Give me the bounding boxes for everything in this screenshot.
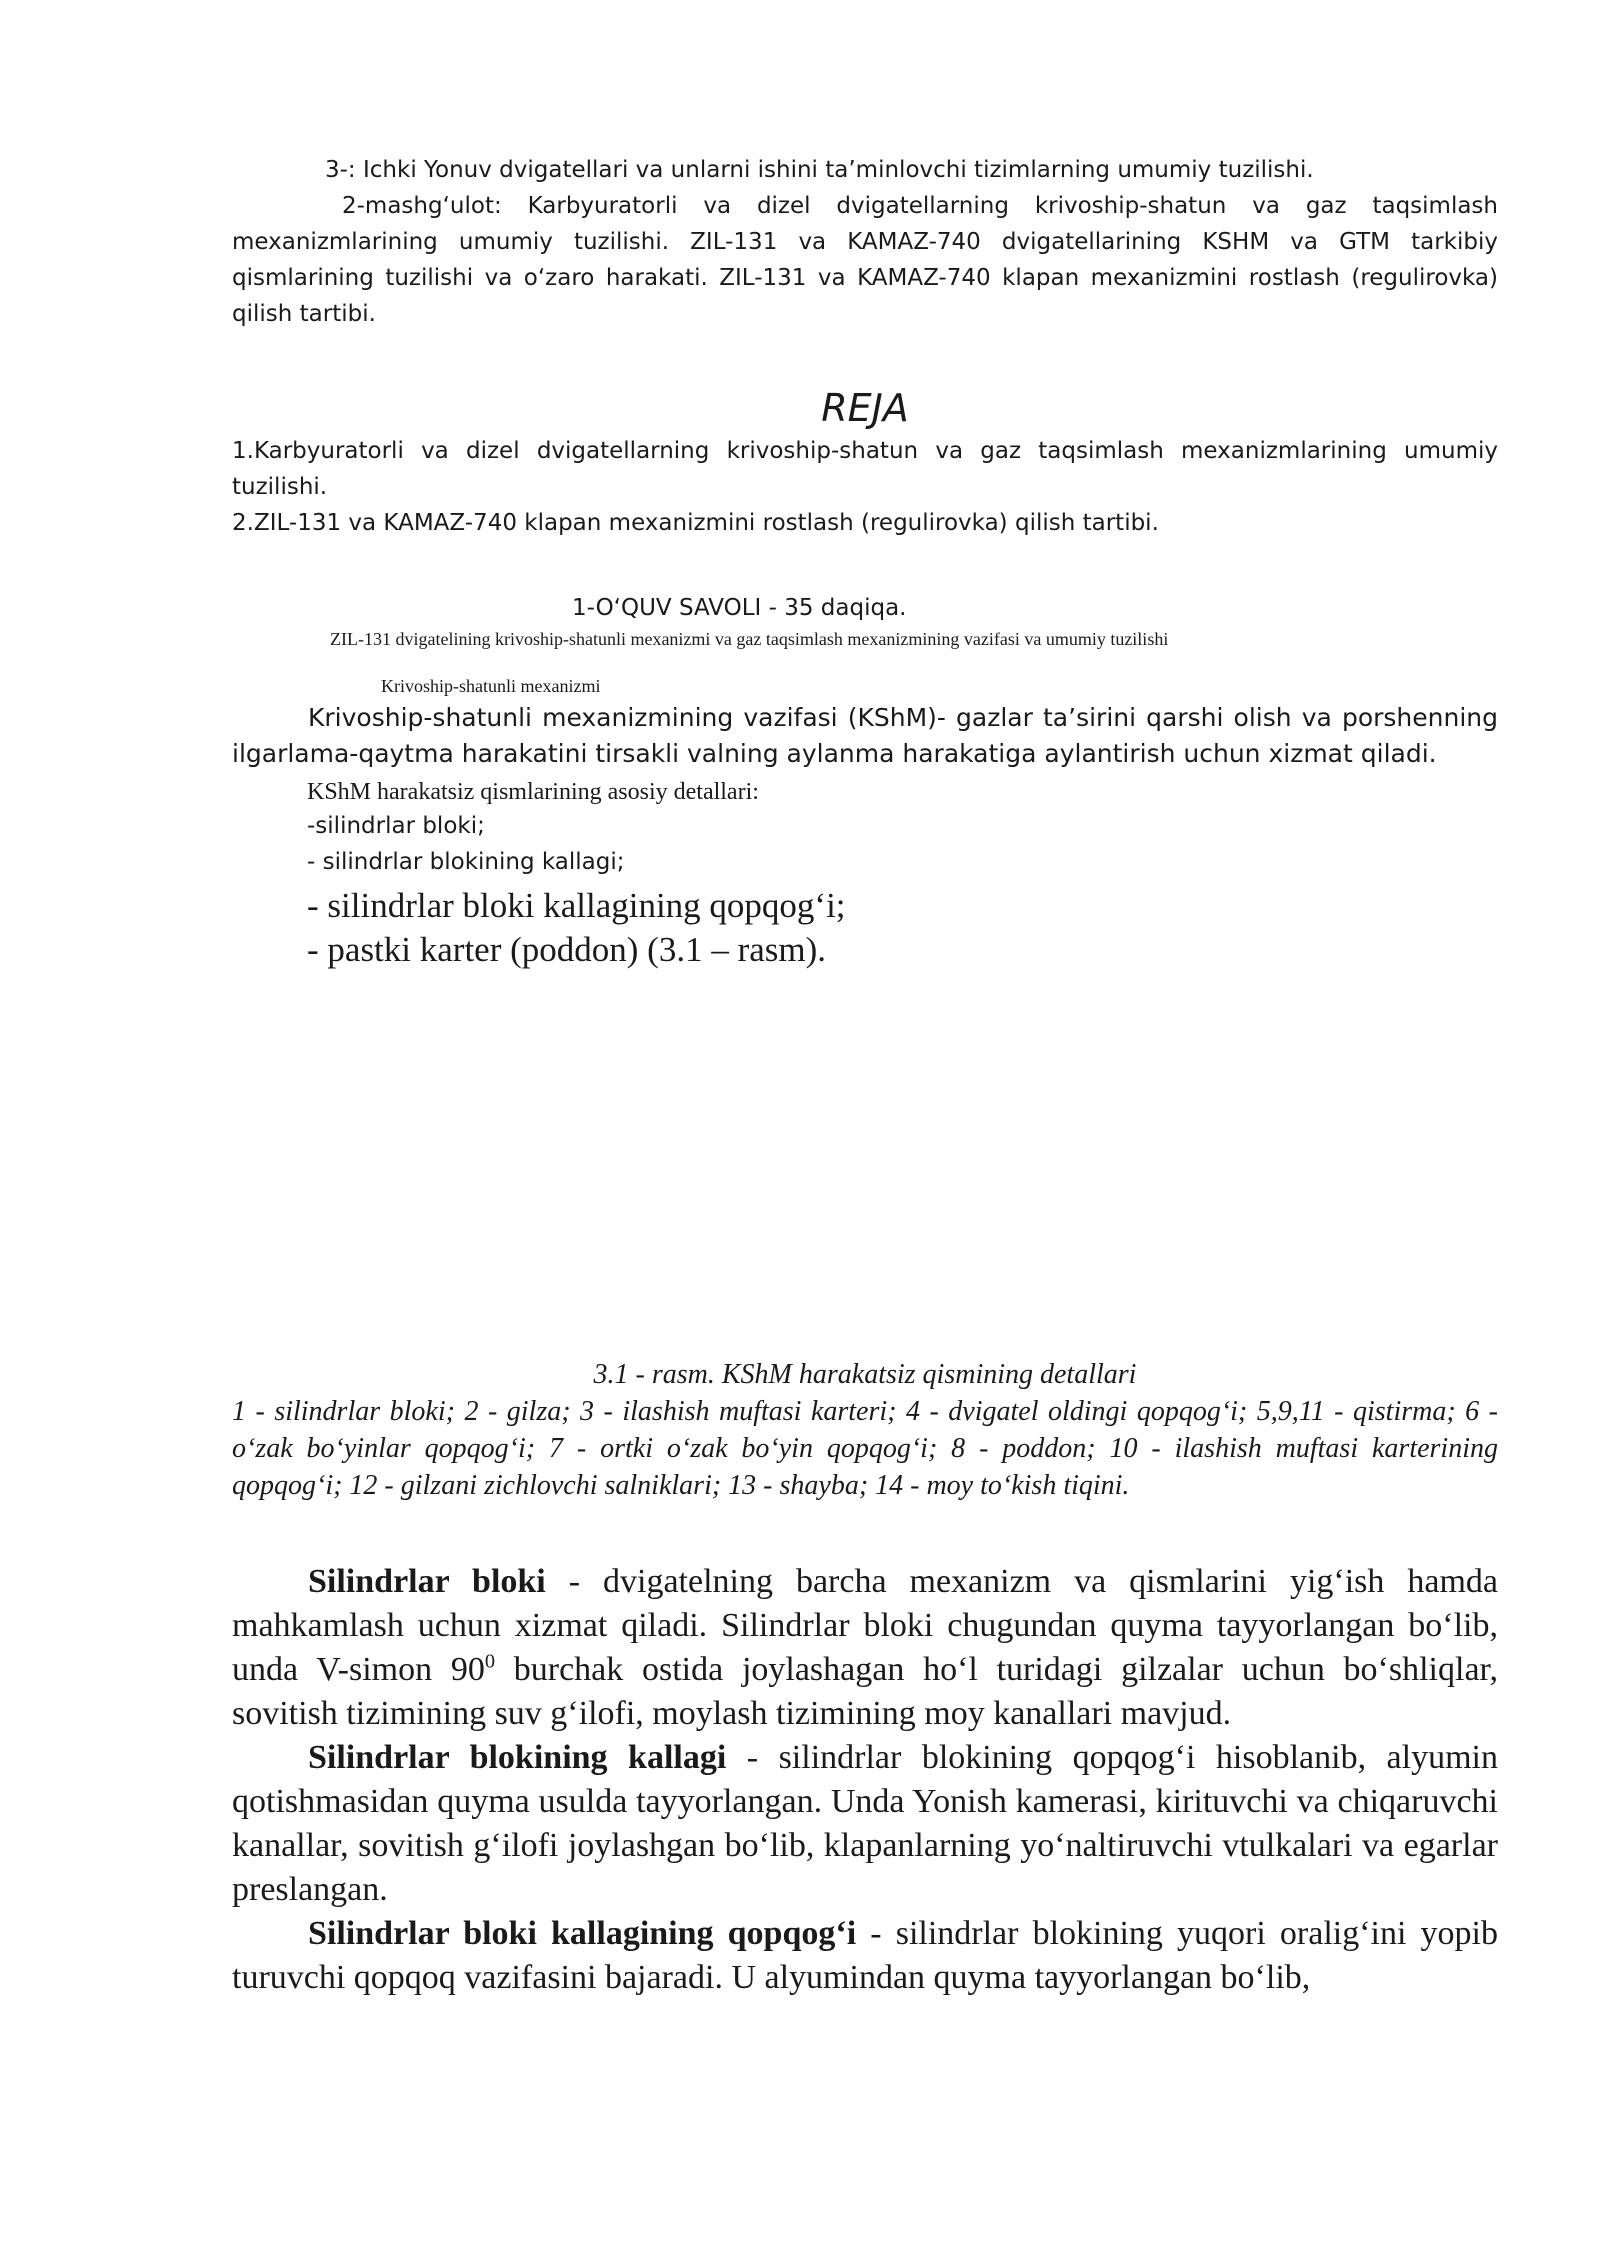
purpose-paragraph: Krivoship-shatunli mexanizmining vazifasi (KShM)- gazlar ta’sirini qarshi olish va porshenning ilgarlama-qaytma harakatini tirsakli valning aylanma harakatiga aylantirish uchun xizmat qiladi.: [232, 703, 1498, 768]
paragraph-head-cover: [232, 1912, 1498, 2000]
parts-list-item: - pastki karter (poddon) (3.1 – rasm).: [307, 930, 827, 969]
degree-superscript: 0: [484, 1650, 496, 1673]
term-cylinder-head: Silindrlar blokining kallagi: [308, 1739, 727, 1776]
figure-caption-legend: 1 - silindrlar bloki; 2 - gilza; 3 - ilashish muftasi karteri; 4 - dvigatel oldingi qopqog‘i; 5,9,11 - qistirma; 6 - o‘zak bo‘yinlar qopqog‘i; 7 - ortki o‘zak bo‘yin qopqog‘i; 8 - poddon; 10 - ilashish muftasi karterining qopqog‘i; 12 - gilzani zichlovchi salniklari; 13 - shayba; 14 - moy to‘kish tiqini.: [232, 1396, 1498, 1501]
header-section: [232, 152, 1498, 332]
plan-title: REJA: [821, 386, 909, 430]
parts-list-item: -silindrlar bloki;: [307, 813, 485, 839]
topic-line: 3-: Ichki Yonuv dvigatellari va unlarni ishini ta’minlovchi tizimlarning umumiy tuzilishi.: [325, 157, 1314, 183]
paragraph-text: - dvigatelning barcha mexanizm va qismlarini yig‘ish hamda mahkamlash uchun xizmat qiladi. Silindrlar bloki chugundan quyma tayyorlangan bo‘lib, unda V-simon 90: [232, 1563, 1498, 1688]
parts-list-item: - silindrlar bloki kallagining qopqog‘i;: [307, 886, 846, 925]
paragraph-text: - silindrlar blokining yuqori oralig‘ini yopib turuvchi qopqoq vazifasini bajaradi. U alyumindan quyma tayyorlangan bo‘lib,: [232, 1915, 1498, 1996]
question-subtitle: ZIL-131 dvigatelining krivoship-shatunli mexanizmi va gaz taqsimlash mexanizmining vazifasi va umumiy tuzilishi: [330, 629, 1169, 649]
paragraph-text: - silindrlar blokining qopqog‘i hisoblanib, alyumin qotishmasidan quyma usulda tayyorlangan. Unda Yonish kamerasi, kirituvchi va chiqaruvchi kanallar, sovitish g‘ilofi joylashgan bo‘lib, klapanlarning yo‘naltiruvchi vtulkalari va egarlar preslangan.: [232, 1739, 1498, 1908]
parts-list: [307, 776, 1487, 972]
plan-item-1: 1.Karbyuratorli va dizel dvigatellarning krivoship-shatun va gaz taqsimlash mexanizmlarining umumiy tuzilishi.: [232, 438, 1498, 500]
parts-list-item: - silindrlar blokining kallagi;: [307, 849, 625, 875]
figure-caption: [232, 1356, 1498, 1504]
plan-item-2: 2.ZIL-131 va KAMAZ-740 klapan mexanizmini rostlash (regulirovka) qilish tartibi.: [232, 510, 1159, 536]
parts-list-heading: KShM harakatsiz qismlarining asosiy detallari:: [307, 779, 759, 805]
section-heading: Krivoship-shatunli mexanizmi: [381, 676, 601, 696]
term-cylinder-block: Silindrlar bloki: [308, 1563, 546, 1600]
paragraph-cylinder-head: [232, 1736, 1498, 1912]
figure-image-area: [232, 990, 1498, 1335]
paragraph-text: burchak ostida joylashagan ho‘l turidagi gilzalar uchun bo‘shliqlar, sovitish tizimining suv g‘ilofi, moylash tizimining moy kanallari mavjud.: [232, 1651, 1498, 1732]
purpose-paragraph-wrap: [232, 700, 1498, 772]
term-head-cover: Silindrlar bloki kallagining qopqog‘i: [308, 1915, 857, 1952]
body-paragraphs: [232, 1560, 1498, 2000]
question-section: [232, 590, 1498, 652]
question-title: 1-O‘QUV SAVOLI - 35 daqiqa.: [572, 595, 907, 621]
paragraph-cylinder-block: [232, 1560, 1498, 1736]
plan-section: [232, 383, 1498, 541]
figure-caption-title: 3.1 - rasm. KShM harakatsiz qismining detallari: [593, 1359, 1137, 1390]
lesson-line: 2-mashg‘ulot: Karbyuratorli va dizel dvigatellarning krivoship-shatun va gaz taqsimlash mexanizmlarining umumiy tuzilishi. ZIL-131 va KAMAZ-740 dvigatellarining KSHM va GTM tarkibiy qismlarining tuzilishi va o‘zaro harakati. ZIL-131 va KAMAZ-740 klapan mexanizmini rostlash (regulirovka) qilish tartibi.: [232, 193, 1498, 327]
